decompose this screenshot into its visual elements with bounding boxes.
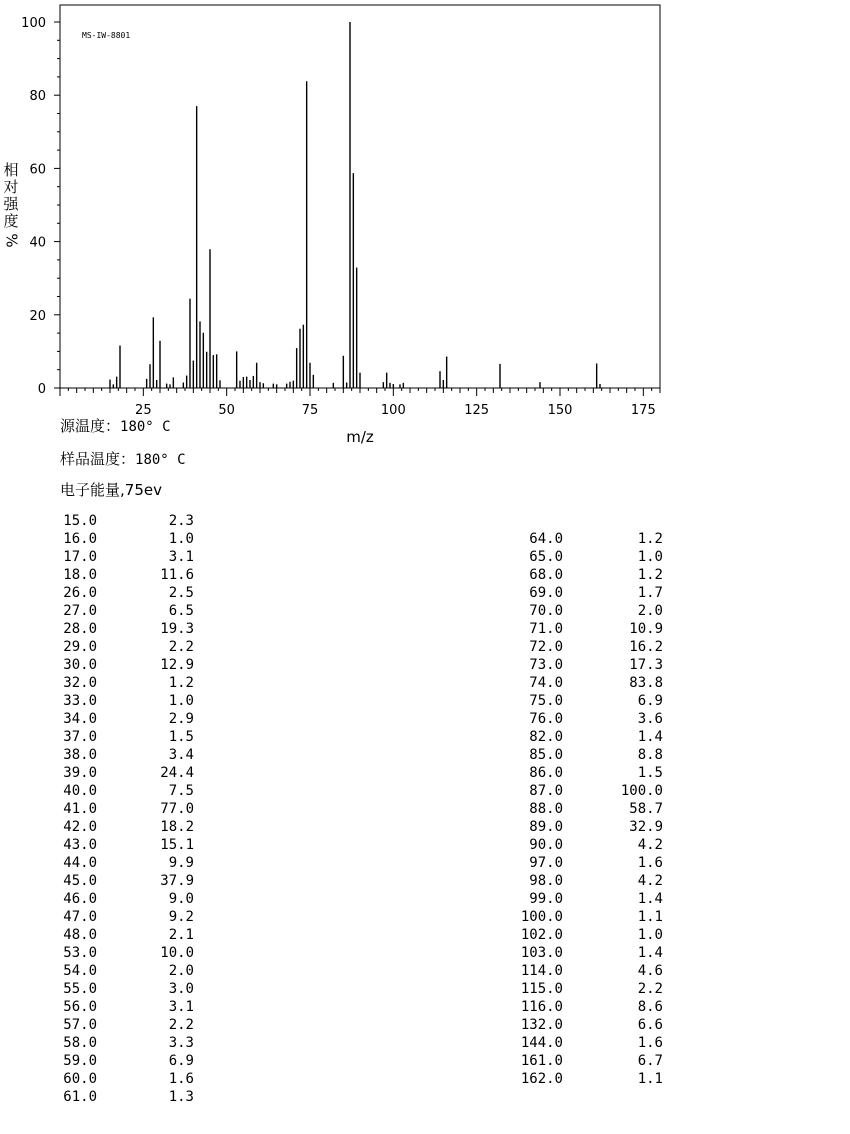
table-row (57, 782, 207, 800)
mass-spectrum-chart (0, 0, 850, 450)
table-row (520, 1016, 673, 1034)
table-row (520, 926, 673, 944)
intensity-cell: 24.4 (160, 765, 194, 781)
mz-cell: 82.0 (529, 729, 563, 745)
table-row (57, 872, 207, 890)
mz-cell: 16.0 (63, 531, 97, 547)
intensity-cell: 18.2 (160, 819, 194, 835)
table-row (520, 1052, 673, 1070)
intensity-cell: 1.5 (637, 765, 663, 781)
mz-cell: 162.0 (520, 1071, 563, 1087)
intensity-cell: 1.0 (168, 693, 194, 709)
mz-cell: 58.0 (63, 1035, 97, 1051)
mz-cell: 68.0 (529, 567, 563, 583)
x-tick-label: 175 (630, 403, 656, 418)
mz-cell: 29.0 (63, 639, 97, 655)
table-row (57, 944, 207, 962)
x-tick-label: 25 (135, 403, 152, 418)
mz-cell: 17.0 (63, 549, 97, 565)
intensity-cell: 9.0 (168, 891, 194, 907)
table-row (523, 746, 673, 764)
y-axis-title-char: 度 (3, 212, 19, 230)
table-row (520, 944, 673, 962)
intensity-cell: 1.0 (637, 549, 663, 565)
table-row (57, 890, 207, 908)
intensity-cell: 32.9 (629, 819, 663, 835)
mz-cell: 46.0 (63, 891, 97, 907)
mz-cell: 85.0 (529, 747, 563, 763)
intensity-cell: 1.0 (168, 531, 194, 547)
source-temperature (60, 415, 171, 436)
mz-cell: 18.0 (63, 567, 97, 583)
mz-cell: 115.0 (520, 981, 563, 997)
source-temperature-value: 180° C (120, 419, 171, 435)
mz-cell: 161.0 (520, 1053, 563, 1069)
table-row (57, 638, 207, 656)
mz-cell: 57.0 (63, 1017, 97, 1033)
intensity-cell: 2.0 (637, 603, 663, 619)
table-row (523, 890, 673, 908)
table-row (57, 980, 207, 998)
sample-temperature-label: 样品温度： (60, 450, 136, 468)
mz-cell: 88.0 (529, 801, 563, 817)
electron-energy-value: 75ev (124, 481, 162, 499)
mz-cell: 32.0 (63, 675, 97, 691)
intensity-cell: 16.2 (629, 639, 663, 655)
electron-energy-label: 电子能量, (60, 481, 125, 499)
mz-cell: 33.0 (63, 693, 97, 709)
table-row (57, 836, 207, 854)
table-row (523, 764, 673, 782)
peak-table-left (57, 512, 207, 1106)
mz-cell: 71.0 (529, 621, 563, 637)
table-row (57, 1016, 207, 1034)
mz-cell: 47.0 (63, 909, 97, 925)
mz-cell: 100.0 (520, 909, 563, 925)
intensity-cell: 2.2 (168, 1017, 194, 1033)
y-axis (21, 16, 60, 397)
table-row (57, 602, 207, 620)
mz-cell: 15.0 (63, 513, 97, 529)
intensity-cell: 6.5 (168, 603, 194, 619)
intensity-cell: 9.9 (168, 855, 194, 871)
intensity-cell: 2.2 (637, 981, 663, 997)
mz-cell: 45.0 (63, 873, 97, 889)
mz-cell: 75.0 (529, 693, 563, 709)
table-row (57, 584, 207, 602)
intensity-cell: 1.2 (637, 531, 663, 547)
mz-cell: 41.0 (63, 801, 97, 817)
table-row (523, 872, 673, 890)
table-row (520, 998, 673, 1016)
intensity-cell: 3.3 (168, 1035, 194, 1051)
table-row (57, 998, 207, 1016)
intensity-cell: 19.3 (160, 621, 194, 637)
table-row (520, 980, 673, 998)
mz-cell: 34.0 (63, 711, 97, 727)
table-row (523, 566, 673, 584)
plot-frame (60, 5, 660, 388)
intensity-cell: 1.6 (168, 1071, 194, 1087)
mz-cell: 69.0 (529, 585, 563, 601)
table-row (57, 908, 207, 926)
mz-cell: 97.0 (529, 855, 563, 871)
mz-cell: 59.0 (63, 1053, 97, 1069)
y-tick-label: 80 (29, 89, 46, 105)
intensity-cell: 3.4 (168, 747, 194, 763)
x-tick-label: 50 (218, 403, 235, 418)
intensity-cell: 6.9 (168, 1053, 194, 1069)
mz-cell: 74.0 (529, 675, 563, 691)
table-row (523, 782, 673, 800)
intensity-cell: 3.0 (168, 981, 194, 997)
table-row (523, 674, 673, 692)
intensity-cell: 100.0 (620, 783, 663, 799)
intensity-cell: 12.9 (160, 657, 194, 673)
y-tick-label: 40 (29, 235, 46, 251)
intensity-cell: 2.3 (168, 513, 194, 529)
mz-cell: 60.0 (63, 1071, 97, 1087)
intensity-cell: 3.6 (637, 711, 663, 727)
mz-cell: 90.0 (529, 837, 563, 853)
mz-cell: 43.0 (63, 837, 97, 853)
table-row (523, 620, 673, 638)
mz-cell: 38.0 (63, 747, 97, 763)
table-row (520, 908, 673, 926)
intensity-cell: 2.2 (168, 639, 194, 655)
mz-cell: 40.0 (63, 783, 97, 799)
intensity-cell: 3.1 (168, 549, 194, 565)
intensity-cell: 4.2 (637, 837, 663, 853)
peak-bars (110, 22, 600, 388)
table-row (523, 800, 673, 818)
source-temperature-label: 源温度： (60, 417, 121, 435)
table-row (57, 620, 207, 638)
intensity-cell: 1.6 (637, 855, 663, 871)
mz-cell: 87.0 (529, 783, 563, 799)
table-row (57, 800, 207, 818)
mz-cell: 72.0 (529, 639, 563, 655)
table-row (57, 512, 207, 530)
y-axis-title-char: 对 (3, 178, 19, 196)
mz-cell: 64.0 (529, 531, 563, 547)
mz-cell: 116.0 (520, 999, 563, 1015)
table-row (523, 818, 673, 836)
mz-cell: 39.0 (63, 765, 97, 781)
intensity-cell: 37.9 (160, 873, 194, 889)
mz-cell: 44.0 (63, 855, 97, 871)
table-row (523, 728, 673, 746)
intensity-cell: 8.6 (637, 999, 663, 1015)
y-tick-label: 20 (29, 308, 46, 324)
table-row (57, 1070, 207, 1088)
peak-table-right (520, 530, 673, 1088)
mz-cell: 65.0 (529, 549, 563, 565)
table-row (57, 764, 207, 782)
sample-temperature (60, 448, 186, 469)
intensity-cell: 6.7 (637, 1053, 663, 1069)
table-row (57, 1052, 207, 1070)
table-row (57, 854, 207, 872)
intensity-cell: 9.2 (168, 909, 194, 925)
intensity-cell: 83.8 (629, 675, 663, 691)
table-row (57, 962, 207, 980)
intensity-cell: 8.8 (637, 747, 663, 763)
mz-cell: 70.0 (529, 603, 563, 619)
intensity-cell: 6.9 (637, 693, 663, 709)
table-row (523, 692, 673, 710)
mz-cell: 56.0 (63, 999, 97, 1015)
table-row (523, 710, 673, 728)
x-axis (60, 388, 660, 418)
mz-cell: 37.0 (63, 729, 97, 745)
intensity-cell: 6.6 (637, 1017, 663, 1033)
x-tick-label: 100 (380, 403, 406, 418)
spectrum-code: MS-IW-8801 (82, 31, 131, 40)
y-tick-label: 60 (29, 162, 46, 178)
table-row (523, 548, 673, 566)
mz-cell: 86.0 (529, 765, 563, 781)
mz-cell: 54.0 (63, 963, 97, 979)
mz-cell: 53.0 (63, 945, 97, 961)
intensity-cell: 1.0 (637, 927, 663, 943)
y-tick-label: 0 (37, 382, 46, 397)
y-axis-title-char: 强 (3, 195, 19, 213)
mz-cell: 98.0 (529, 873, 563, 889)
intensity-cell: 1.2 (168, 675, 194, 691)
table-row (57, 818, 207, 836)
table-row (523, 656, 673, 674)
intensity-cell: 1.1 (637, 1071, 663, 1087)
table-row (57, 1034, 207, 1052)
intensity-cell: 4.6 (637, 963, 663, 979)
x-axis-title: m/z (346, 428, 374, 446)
table-row (57, 692, 207, 710)
table-row (57, 656, 207, 674)
table-row (523, 602, 673, 620)
mz-cell: 114.0 (520, 963, 563, 979)
mz-cell: 27.0 (63, 603, 97, 619)
mz-cell: 76.0 (529, 711, 563, 727)
mz-cell: 73.0 (529, 657, 563, 673)
intensity-cell: 4.2 (637, 873, 663, 889)
table-row (523, 854, 673, 872)
table-row (520, 1070, 673, 1088)
intensity-cell: 1.1 (637, 909, 663, 925)
table-row (57, 530, 207, 548)
intensity-cell: 15.1 (160, 837, 194, 853)
mz-cell: 61.0 (63, 1089, 97, 1105)
y-axis-title-text (2, 162, 20, 230)
intensity-cell: 2.5 (168, 585, 194, 601)
intensity-cell: 1.6 (637, 1035, 663, 1051)
mz-cell: 55.0 (63, 981, 97, 997)
mz-cell: 28.0 (63, 621, 97, 637)
intensity-cell: 58.7 (629, 801, 663, 817)
intensity-cell: 2.0 (168, 963, 194, 979)
table-row (520, 1034, 673, 1052)
intensity-cell: 77.0 (160, 801, 194, 817)
mz-cell: 89.0 (529, 819, 563, 835)
table-row (57, 1088, 207, 1106)
mz-cell: 103.0 (520, 945, 563, 961)
intensity-cell: 7.5 (168, 783, 194, 799)
mz-cell: 99.0 (529, 891, 563, 907)
table-row (523, 836, 673, 854)
mz-cell: 30.0 (63, 657, 97, 673)
intensity-cell: 3.1 (168, 999, 194, 1015)
table-row (57, 566, 207, 584)
table-row (57, 548, 207, 566)
intensity-cell: 1.5 (168, 729, 194, 745)
sample-temperature-value: 180° C (135, 452, 186, 468)
table-row (57, 926, 207, 944)
intensity-cell: 10.9 (629, 621, 663, 637)
intensity-cell: 2.9 (168, 711, 194, 727)
y-axis-unit: % (2, 233, 21, 248)
table-row (57, 710, 207, 728)
intensity-cell: 17.3 (629, 657, 663, 673)
x-tick-label: 125 (464, 403, 490, 418)
table-row (57, 746, 207, 764)
x-tick-label: 75 (301, 403, 319, 418)
table-row (523, 584, 673, 602)
table-row (57, 674, 207, 692)
table-row (520, 962, 673, 980)
mz-cell: 132.0 (520, 1017, 563, 1033)
x-tick-label: 150 (547, 403, 573, 418)
intensity-cell: 1.4 (637, 729, 663, 745)
intensity-cell: 1.4 (637, 891, 663, 907)
intensity-cell: 1.7 (637, 585, 663, 601)
table-row (57, 728, 207, 746)
table-row (523, 530, 673, 548)
intensity-cell: 1.4 (637, 945, 663, 961)
mz-cell: 48.0 (63, 927, 97, 943)
y-tick-label: 100 (21, 16, 46, 31)
table-row (523, 638, 673, 656)
y-axis-title-char: 相 (3, 161, 19, 179)
intensity-cell: 10.0 (160, 945, 194, 961)
y-axis-title (2, 162, 20, 249)
mz-cell: 144.0 (520, 1035, 563, 1051)
mz-cell: 42.0 (63, 819, 97, 835)
intensity-cell: 1.2 (637, 567, 663, 583)
mz-cell: 102.0 (520, 927, 563, 943)
intensity-cell: 2.1 (168, 927, 194, 943)
intensity-cell: 11.6 (160, 567, 194, 583)
intensity-cell: 1.3 (168, 1089, 194, 1105)
electron-energy (60, 479, 162, 500)
mz-cell: 26.0 (63, 585, 97, 601)
